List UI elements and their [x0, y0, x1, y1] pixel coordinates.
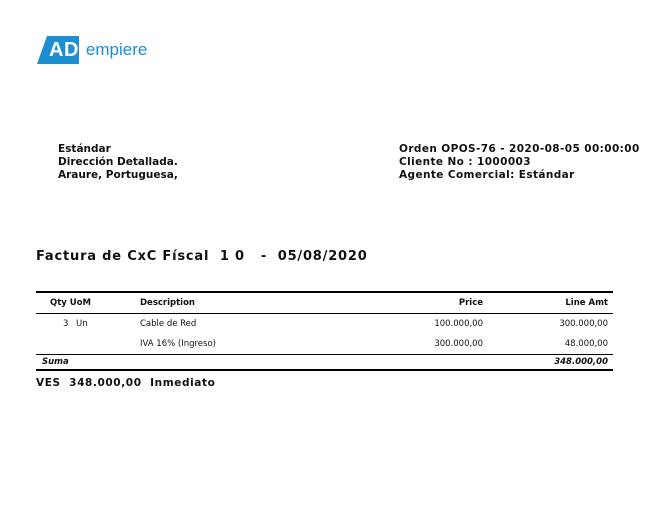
- table-header-row: [36, 293, 613, 313]
- row-description: IVA 16% (Ingreso): [140, 339, 216, 349]
- invoice-table: [36, 291, 613, 371]
- client-line: Cliente No : 1000003: [399, 156, 531, 168]
- order-line: Orden OPOS-76 - 2020-08-05 00:00:00: [399, 143, 640, 155]
- sender-city: Araure, Portuguesa,: [58, 169, 178, 181]
- row-uom: Un: [76, 319, 88, 329]
- table-row: [36, 334, 613, 354]
- row-qty: 3: [63, 319, 69, 329]
- row-line-amt: 48.000,00: [564, 339, 608, 349]
- header-description: Description: [140, 298, 195, 308]
- row-price: 300.000,00: [434, 339, 483, 349]
- sender-address: Dirección Detallada.: [58, 156, 178, 168]
- sum-row: [36, 355, 613, 369]
- adempiere-logo: [37, 36, 147, 64]
- row-line-amt: 300.000,00: [559, 319, 608, 329]
- header-qty-uom: Qty UoM: [50, 298, 91, 308]
- total-line: VES 348.000,00 Inmediato: [36, 377, 216, 389]
- header-line-amt: Line Amt: [565, 298, 608, 308]
- sum-value: 348.000,00: [554, 357, 608, 367]
- document-title: Factura de CxC Físcal 1 0 - 05/08/2020: [36, 249, 368, 264]
- logo-empiere-text: empiere: [85, 40, 148, 59]
- order-info-block: [399, 143, 640, 182]
- table-row: [36, 314, 613, 334]
- sender-name: Estándar: [58, 143, 111, 155]
- sum-label: Suma: [42, 357, 69, 367]
- sender-address-block: [58, 143, 178, 182]
- table-bottom-rule: [36, 369, 613, 371]
- agent-line: Agente Comercial: Estándar: [399, 169, 575, 181]
- logo-ad-text: AD: [49, 38, 79, 61]
- row-price: 100.000,00: [434, 319, 483, 329]
- logo-ad-box: [37, 36, 85, 64]
- row-description: Cable de Red: [140, 319, 197, 329]
- header-price: Price: [458, 298, 483, 308]
